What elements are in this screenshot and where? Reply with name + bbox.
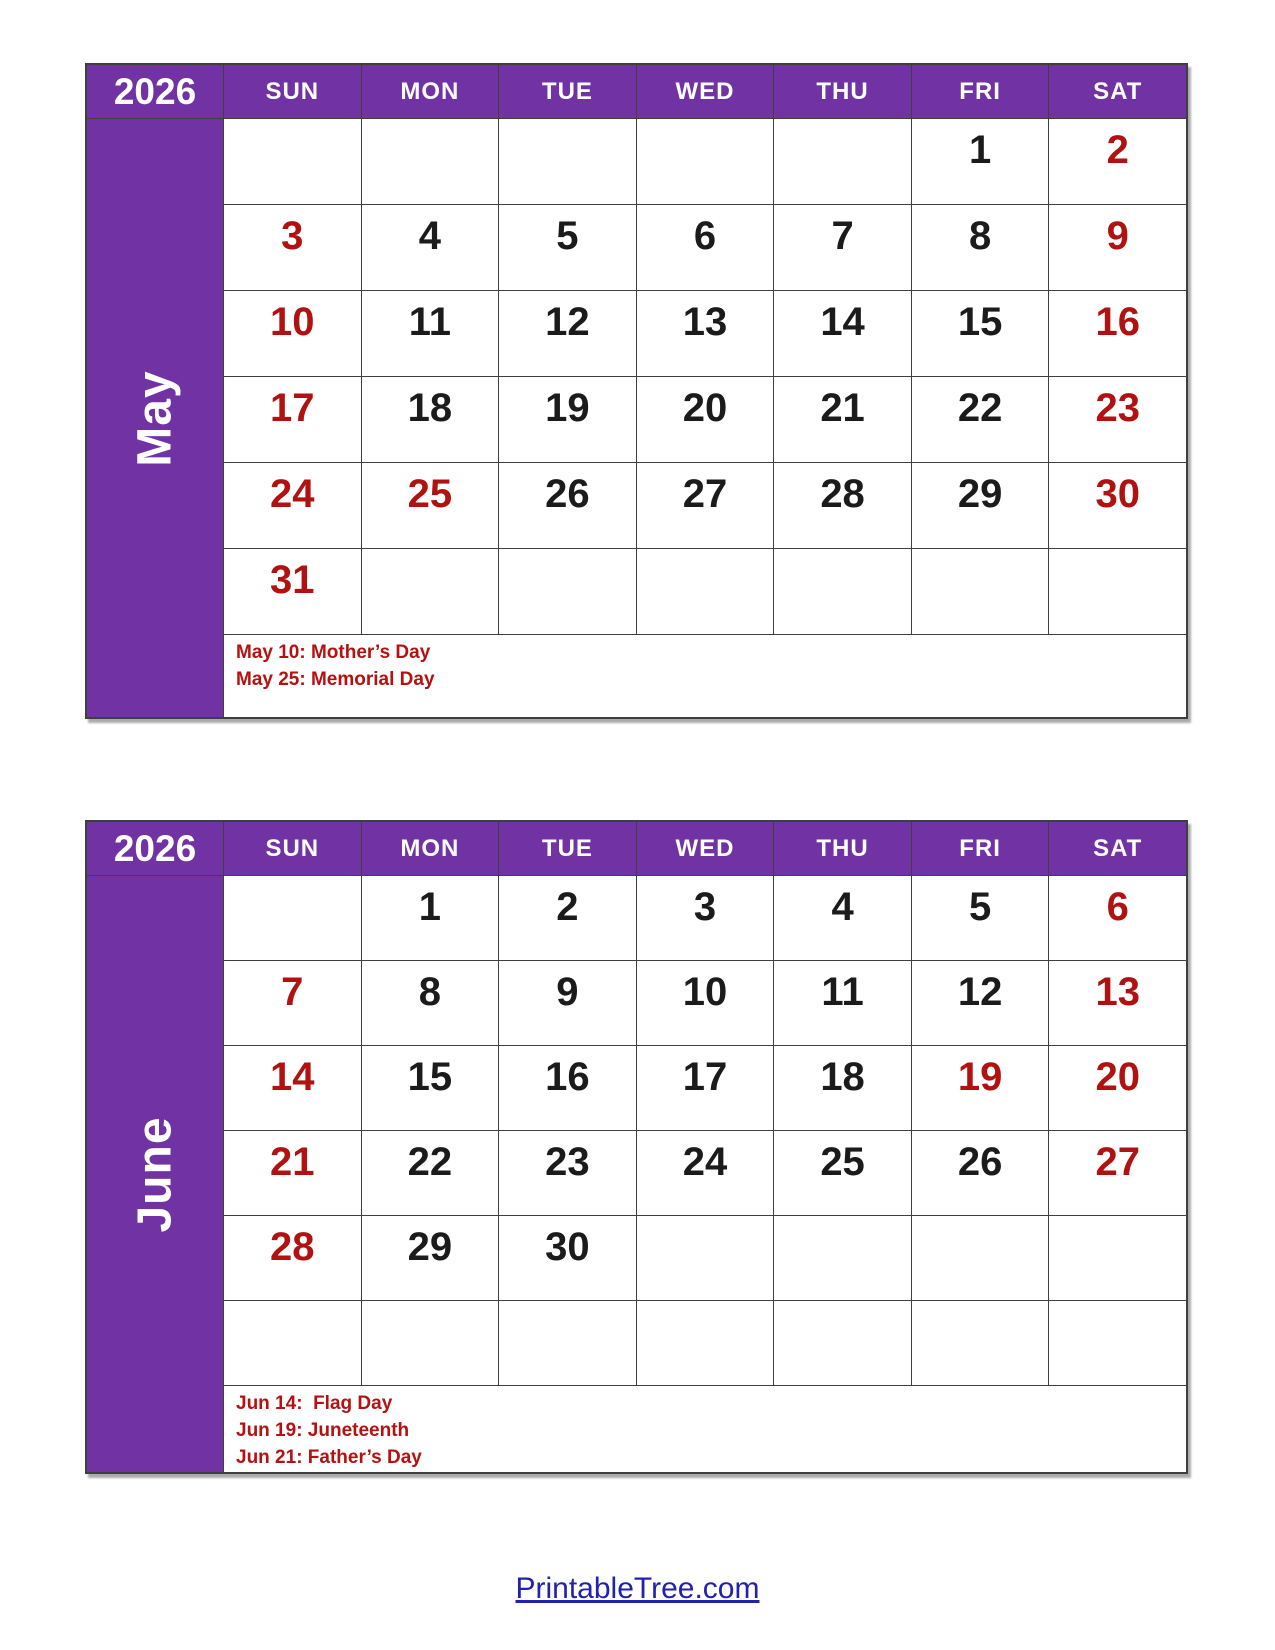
date-cell-empty xyxy=(773,118,911,204)
date-cell xyxy=(773,204,911,290)
date-cell xyxy=(1048,290,1186,376)
date-cell-empty xyxy=(911,1300,1049,1385)
date-cell xyxy=(498,204,636,290)
date-cell xyxy=(223,290,361,376)
date-cell xyxy=(773,290,911,376)
day-header-thu: THU xyxy=(773,65,911,118)
date-number: 17 xyxy=(682,1055,728,1099)
date-cell xyxy=(773,1130,911,1215)
date-cell xyxy=(1048,1130,1186,1215)
date-number: 20 xyxy=(1095,1055,1140,1099)
date-cell-empty xyxy=(636,548,774,634)
date-cell-empty xyxy=(498,118,636,204)
month-sidebar xyxy=(87,875,223,1472)
date-cell xyxy=(911,1130,1049,1215)
date-cell-empty xyxy=(223,875,361,960)
date-cell xyxy=(498,1215,636,1300)
day-header-sat: SAT xyxy=(1048,822,1186,875)
date-number: 22 xyxy=(957,386,1003,430)
day-header-tue: TUE xyxy=(498,822,636,875)
date-number: 6 xyxy=(1106,885,1129,929)
date-cell xyxy=(773,960,911,1045)
holiday-notes xyxy=(223,634,1186,717)
date-number: 14 xyxy=(270,1055,315,1099)
date-cell-empty xyxy=(911,1215,1049,1300)
footer xyxy=(0,1572,1275,1606)
date-number: 28 xyxy=(270,1225,315,1269)
date-cell xyxy=(223,548,361,634)
date-number: 6 xyxy=(693,214,717,258)
day-header-mon: MON xyxy=(361,65,499,118)
date-cell xyxy=(636,376,774,462)
date-number: 2 xyxy=(1106,128,1129,172)
date-cell xyxy=(498,1045,636,1130)
date-number: 5 xyxy=(969,885,992,929)
date-number: 11 xyxy=(408,300,451,344)
date-cell xyxy=(636,960,774,1045)
date-cell xyxy=(498,960,636,1045)
date-number: 3 xyxy=(693,885,717,929)
date-number: 18 xyxy=(820,1055,865,1099)
date-number: 3 xyxy=(281,214,304,258)
holiday-line: May 25: Memorial Day xyxy=(236,669,435,690)
holiday-line: Jun 19: Juneteenth xyxy=(236,1420,410,1441)
date-cell-empty xyxy=(498,1300,636,1385)
date-cell xyxy=(361,462,499,548)
date-cell xyxy=(361,1130,499,1215)
date-number: 26 xyxy=(957,1140,1003,1184)
date-cell xyxy=(498,462,636,548)
date-number: 27 xyxy=(1095,1140,1140,1184)
date-cell xyxy=(1048,875,1186,960)
date-number: 10 xyxy=(682,970,728,1014)
day-header-mon: MON xyxy=(361,822,499,875)
date-cell xyxy=(223,960,361,1045)
date-cell-empty xyxy=(636,1300,774,1385)
date-number: 29 xyxy=(957,472,1003,516)
date-cell-empty xyxy=(636,118,774,204)
date-cell-empty xyxy=(361,1300,499,1385)
date-number: 2 xyxy=(556,885,579,929)
date-number: 12 xyxy=(957,970,1003,1014)
holiday-line: Jun 14: Flag Day xyxy=(236,1393,393,1414)
date-cell xyxy=(223,462,361,548)
date-cell xyxy=(1048,118,1186,204)
date-cell xyxy=(223,1130,361,1215)
day-header-wed: WED xyxy=(636,822,774,875)
date-cell xyxy=(636,290,774,376)
date-number: 23 xyxy=(1095,386,1140,430)
date-cell-empty xyxy=(773,548,911,634)
month-sidebar xyxy=(87,118,223,717)
date-number: 13 xyxy=(682,300,728,344)
calendar-june-2026 xyxy=(85,820,1188,1474)
date-number: 27 xyxy=(682,472,728,516)
date-number: 17 xyxy=(270,386,315,430)
date-cell xyxy=(773,875,911,960)
date-cell-empty xyxy=(1048,1215,1186,1300)
date-number: 25 xyxy=(820,1140,865,1184)
date-cell xyxy=(361,875,499,960)
date-cell-empty xyxy=(223,118,361,204)
date-cell xyxy=(498,376,636,462)
date-number: 30 xyxy=(545,1225,590,1269)
date-cell xyxy=(361,290,499,376)
date-number: 9 xyxy=(556,970,579,1014)
date-number: 21 xyxy=(820,386,865,430)
date-number: 30 xyxy=(1095,472,1140,516)
date-cell xyxy=(498,875,636,960)
date-number: 1 xyxy=(969,128,992,172)
date-cell xyxy=(223,1045,361,1130)
day-header-fri: FRI xyxy=(911,822,1049,875)
date-cell-empty xyxy=(1048,1300,1186,1385)
date-cell xyxy=(636,462,774,548)
month-label: June xyxy=(128,1115,182,1233)
date-cell xyxy=(498,290,636,376)
date-number: 7 xyxy=(831,214,854,258)
day-header-sun: SUN xyxy=(223,822,361,875)
date-number: 13 xyxy=(1095,970,1140,1014)
date-cell xyxy=(223,376,361,462)
date-number: 19 xyxy=(545,386,590,430)
day-header-wed: WED xyxy=(636,65,774,118)
date-cell-empty xyxy=(911,548,1049,634)
date-cell xyxy=(1048,1045,1186,1130)
date-number: 10 xyxy=(270,300,315,344)
date-cell xyxy=(636,875,774,960)
date-cell xyxy=(636,204,774,290)
date-cell xyxy=(773,1045,911,1130)
date-number: 24 xyxy=(270,472,315,516)
date-cell xyxy=(911,960,1049,1045)
date-cell xyxy=(1048,960,1186,1045)
day-header-thu: THU xyxy=(773,822,911,875)
date-cell-empty xyxy=(773,1300,911,1385)
holiday-notes xyxy=(223,1385,1186,1472)
date-number: 7 xyxy=(281,970,304,1014)
date-number: 21 xyxy=(270,1140,315,1184)
date-cell xyxy=(773,462,911,548)
date-cell xyxy=(911,204,1049,290)
date-number: 1 xyxy=(418,885,441,929)
date-number: 24 xyxy=(682,1140,728,1184)
date-cell xyxy=(911,462,1049,548)
date-number: 16 xyxy=(545,1055,590,1099)
footer-link[interactable]: PrintableTree.com xyxy=(515,1572,760,1605)
date-cell xyxy=(361,204,499,290)
date-cell xyxy=(636,1045,774,1130)
date-cell xyxy=(911,290,1049,376)
date-cell xyxy=(498,1130,636,1215)
date-cell xyxy=(1048,204,1186,290)
date-number: 4 xyxy=(831,885,854,929)
date-cell xyxy=(911,875,1049,960)
date-number: 18 xyxy=(407,386,453,430)
date-number: 20 xyxy=(682,386,728,430)
date-cell-empty xyxy=(773,1215,911,1300)
date-number: 4 xyxy=(418,214,441,258)
date-number: 22 xyxy=(407,1140,453,1184)
date-cell xyxy=(911,118,1049,204)
date-cell xyxy=(636,1130,774,1215)
date-cell-empty xyxy=(361,548,499,634)
date-number: 5 xyxy=(556,214,579,258)
date-cell xyxy=(361,960,499,1045)
date-cell-empty xyxy=(223,1300,361,1385)
date-cell xyxy=(911,1045,1049,1130)
date-number: 8 xyxy=(418,970,441,1014)
date-cell-empty xyxy=(498,548,636,634)
date-number: 9 xyxy=(1106,214,1129,258)
date-number: 14 xyxy=(820,300,865,344)
date-cell xyxy=(773,376,911,462)
date-number: 26 xyxy=(545,472,590,516)
calendar-may-2026 xyxy=(85,63,1188,719)
year-label: 2026 xyxy=(87,822,223,875)
date-cell xyxy=(361,1215,499,1300)
date-cell xyxy=(223,204,361,290)
date-number: 31 xyxy=(270,558,315,602)
date-number: 16 xyxy=(1095,300,1140,344)
date-cell xyxy=(223,1215,361,1300)
date-cell xyxy=(1048,376,1186,462)
day-header-fri: FRI xyxy=(911,65,1049,118)
date-number: 15 xyxy=(957,300,1003,344)
date-cell-empty xyxy=(636,1215,774,1300)
date-number: 25 xyxy=(407,472,453,516)
date-cell xyxy=(361,1045,499,1130)
date-number: 29 xyxy=(407,1225,453,1269)
date-cell-empty xyxy=(361,118,499,204)
date-number: 11 xyxy=(821,970,864,1014)
date-cell xyxy=(361,376,499,462)
date-cell-empty xyxy=(1048,548,1186,634)
holiday-line: Jun 21: Father’s Day xyxy=(236,1447,422,1468)
year-label: 2026 xyxy=(87,65,223,118)
date-number: 23 xyxy=(545,1140,590,1184)
date-number: 19 xyxy=(957,1055,1003,1099)
date-cell xyxy=(911,376,1049,462)
day-header-tue: TUE xyxy=(498,65,636,118)
day-header-sun: SUN xyxy=(223,65,361,118)
date-number: 12 xyxy=(545,300,590,344)
date-number: 8 xyxy=(969,214,992,258)
month-label: May xyxy=(128,369,182,467)
holiday-line: May 10: Mother’s Day xyxy=(236,642,431,663)
day-header-sat: SAT xyxy=(1048,65,1186,118)
date-cell xyxy=(1048,462,1186,548)
date-number: 28 xyxy=(820,472,865,516)
date-number: 15 xyxy=(407,1055,453,1099)
